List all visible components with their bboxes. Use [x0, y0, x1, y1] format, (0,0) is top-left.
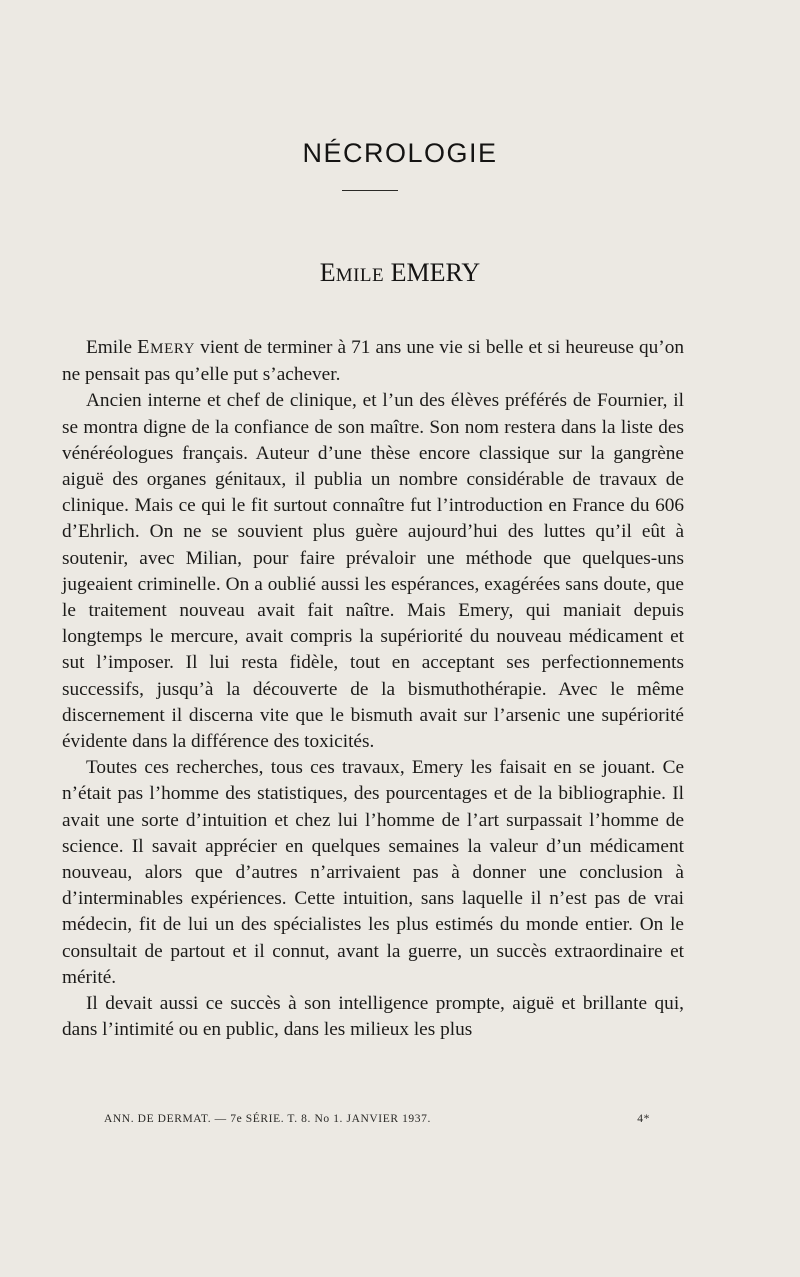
paragraph-1-text: vient de terminer à 71 ans une vie si belle et si heureuse qu’on ne pensait pas qu’elle put s’achever.: [62, 337, 685, 386]
obituary-last-name: EMERY: [390, 258, 481, 287]
paragraph-3: Toutes ces recherches, tous ces travaux, Emery les faisait en se jouant. Ce n’était pas l’homme des statistiques, des pourcentages et de la bibliographie. Il avait une sorte d’intuition et chez lui l’homme de l’art surpassait l’homme de science. Il savait apprécier en quelques semaines la valeur d’un médicament nouveau, alors que d’autres n’arrivaient pas à donner une conclusion à d’interminables expériences. Cette intuition, sans laquelle il n’est pas de vrai médecin, fit de lui un des spécialistes les plus estimés du monde entier. On le consultait de partout et il connut, avant la guerre, un succès extraordinaire et mérité.: [62, 757, 684, 988]
paragraph-2: Ancien interne et chef de clinique, et l’un des élèves préférés de Fournier, il se montra digne de la confiance de son maître. Son nom restera dans la liste des vénéréologues français. Auteur d’une thèse encore classique sur la gangrène aiguë des organes génitaux, il publia un nombre considérable de travaux de clinique. Mais ce qui le fit surtout connaître fut l’introduction en France du 606 d’Ehrlich. On ne se souvient plus guère aujourd’hui des luttes qu’il eût à soutenir, avec Milian, pour faire prévaloir une méthode que quelques-uns jugeaient criminelle. On a oublié aussi les espérances, exagérées sans doute, que le traitement nouveau avait fait naître. Mais Emery, qui maniait depuis longtemps le mercure, avait compris la supériorité du nouveau médicament et sut l’imposer. Il lui resta fidèle, tout en acceptant ses perfectionnements successifs, jusqu’à la découverte de la bismuthothérapie. Avec le même discernement il discerna vite que le bismuth avait sur l’arsenic une supériorité évidente dans la différence des toxicités.: [62, 390, 684, 753]
obituary-heading: [0, 258, 800, 288]
journal-citation: ANN. DE DERMAT. — 7e SÉRIE. T. 8. No 1. JANVIER 1937.: [104, 1113, 431, 1125]
section-title: NÉCROLOGIE: [302, 138, 498, 168]
subject-surname-smallcaps: EMERY: [137, 336, 196, 358]
page-footer: [104, 1113, 650, 1125]
obituary-first-name: [320, 258, 384, 287]
subject-first-name: Emile: [86, 337, 133, 358]
paragraph-4: Il devait aussi ce succès à son intelligence prompte, aiguë et brillante qui, dans l’intimité ou en public, dans les milieux les plus: [62, 993, 684, 1041]
signature-mark: 4*: [637, 1113, 650, 1125]
title-divider: [342, 190, 398, 191]
first-name-display: EMILE: [319, 258, 385, 287]
article-body: [62, 334, 684, 1043]
paragraph-1: [62, 334, 684, 388]
